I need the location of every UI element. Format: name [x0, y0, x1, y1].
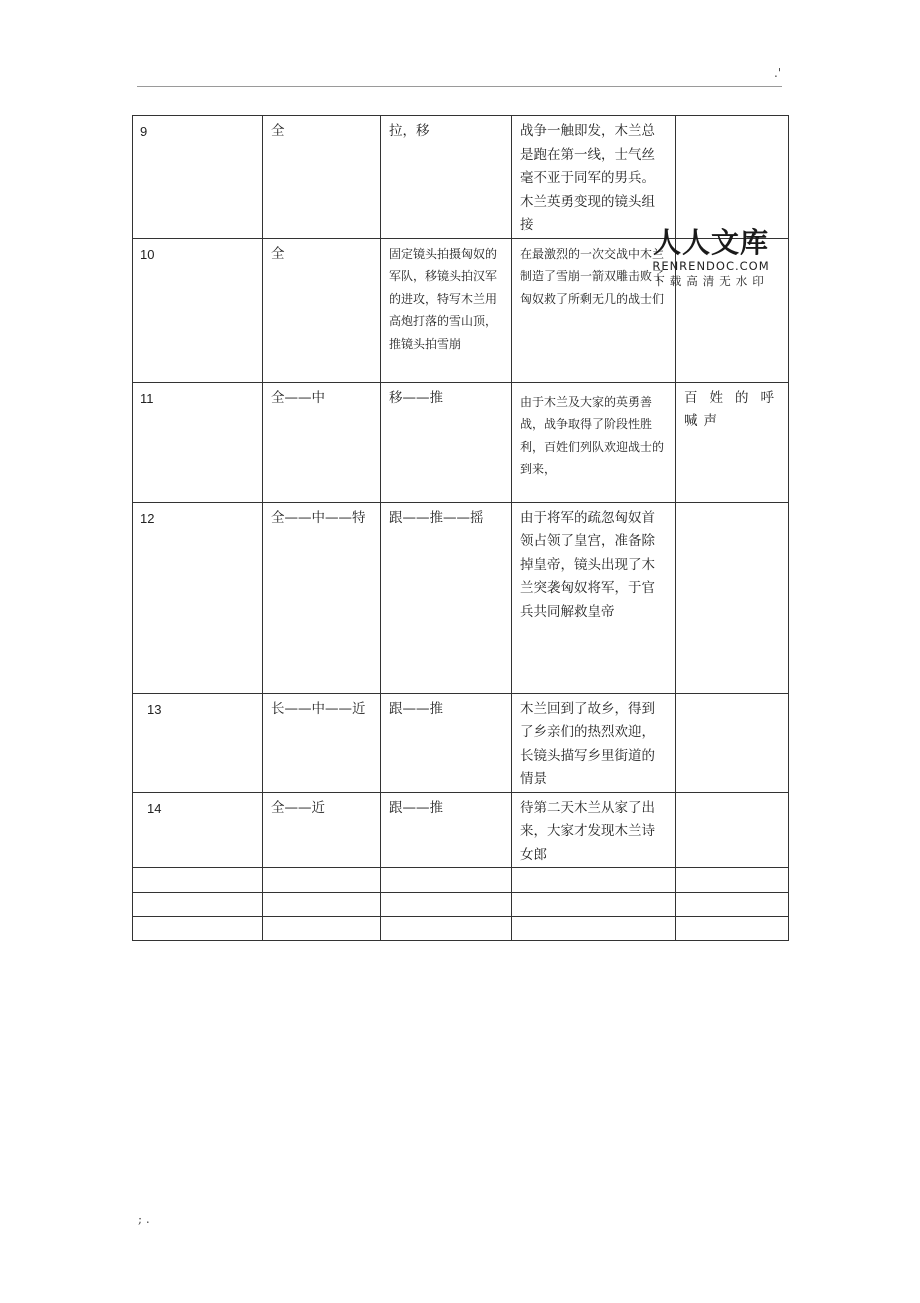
camera-move-cell: 跟——推 [381, 792, 512, 868]
sound-cell: 百姓的呼喊声 [676, 382, 789, 502]
empty-cell [381, 917, 512, 941]
camera-move-cell: 固定镜头拍摄匈奴的军队，移镜头拍汉军的进攻，特写木兰用高炮打落的雪山顶，推镜头拍雪崩 [381, 238, 512, 382]
empty-cell [676, 868, 789, 893]
empty-cell [381, 868, 512, 893]
empty-cell [133, 917, 263, 941]
camera-move-cell: 拉，移 [381, 116, 512, 239]
watermark-title: 人人文库 [652, 226, 769, 259]
footer-mark: ; . [138, 1212, 150, 1226]
empty-cell [676, 917, 789, 941]
empty-cell [512, 868, 676, 893]
content-cell: 在最激烈的一次交战中木兰制造了雪崩一箭双雕击败了匈奴救了所剩无几的战士们 [512, 238, 676, 382]
shot-size-cell: 长——中——近 [263, 693, 381, 792]
shot-number-cell: 14 [133, 792, 263, 868]
empty-cell [512, 917, 676, 941]
content-cell: 木兰回到了故乡，得到了乡亲们的热烈欢迎，长镜头描写乡里街道的情景 [512, 693, 676, 792]
shot-number-cell: 11 [133, 382, 263, 502]
table-row [133, 116, 789, 239]
shot-number-cell: 9 [133, 116, 263, 239]
content-cell: 由于将军的疏忽匈奴首领占领了皇宫，准备除掉皇帝，镜头出现了木兰突袭匈奴将军，于官兵共同解救皇帝 [512, 502, 676, 693]
table-row [133, 693, 789, 792]
empty-cell [676, 893, 789, 917]
shot-size-cell: 全——中——特 [263, 502, 381, 693]
table-row [133, 792, 789, 868]
shot-size-cell: 全——近 [263, 792, 381, 868]
empty-cell [133, 893, 263, 917]
table-row [133, 502, 789, 693]
shot-number-cell: 13 [133, 693, 263, 792]
content-cell: 待第二天木兰从家了出来，大家才发现木兰诗女郎 [512, 792, 676, 868]
header-mark: .' [774, 66, 782, 80]
content-cell: 战争一触即发，木兰总是跑在第一线，士气丝毫不亚于同军的男兵。木兰英勇变现的镜头组接 [512, 116, 676, 239]
empty-cell [263, 917, 381, 941]
empty-cell [133, 868, 263, 893]
sound-cell [676, 792, 789, 868]
content-cell: 由于木兰及大家的英勇善战，战争取得了阶段性胜利，百姓们列队欢迎战士的到来， [512, 382, 676, 502]
sound-cell [676, 693, 789, 792]
header-rule [137, 86, 782, 87]
shot-size-cell: 全 [263, 116, 381, 239]
sound-cell [676, 116, 789, 239]
watermark-tagline: 下载高清无水印 [653, 274, 769, 288]
empty-cell [263, 868, 381, 893]
camera-move-cell: 跟——推——摇 [381, 502, 512, 693]
watermark-logo [646, 227, 776, 289]
empty-cell [512, 893, 676, 917]
empty-cell [263, 893, 381, 917]
shot-size-cell: 全 [263, 238, 381, 382]
shot-number-cell: 10 [133, 238, 263, 382]
shot-number-cell: 12 [133, 502, 263, 693]
empty-table-row [133, 917, 789, 941]
camera-move-cell: 移——推 [381, 382, 512, 502]
empty-table-row [133, 868, 789, 893]
empty-cell [381, 893, 512, 917]
shot-size-cell: 全——中 [263, 382, 381, 502]
watermark-url: RENRENDOC.COM [652, 259, 770, 273]
empty-table-row [133, 893, 789, 917]
table-row [133, 382, 789, 502]
camera-move-cell: 跟——推 [381, 693, 512, 792]
sound-cell [676, 502, 789, 693]
